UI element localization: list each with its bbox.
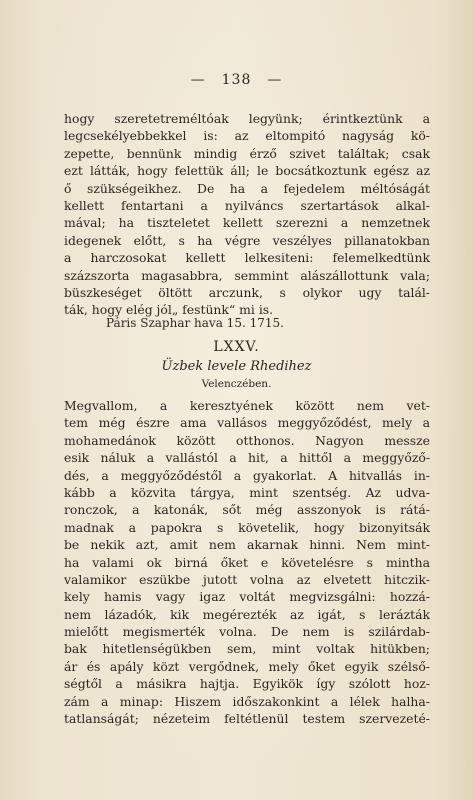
text-line: mával; ha tiszteletet kellett szerezni a nemzetnek	[64, 215, 430, 231]
text-line: tem még észre ama vallásos meggyőződést, mely a	[64, 415, 430, 431]
text-line: kellett fentartani a nyilváncs szertartások alkal-	[64, 197, 430, 213]
text-line: madnak a papokra s követelik, hogy bizonyitsák	[64, 519, 430, 535]
text-line: tatlanságát; nézeteim feltétlenül testem szervezeté-	[64, 711, 430, 727]
letter-place: Velenczében.	[201, 378, 272, 390]
text-line: kely hamis vagy igaz voltát megvizsgálni: hozzá-	[64, 589, 430, 605]
letter-dateline: Páris Szaphar hava 15. 1715.	[106, 316, 284, 330]
text-line: ár és apály közt vergődnek, mely őket egyik szélső-	[64, 658, 430, 674]
text-line: idegenek előtt, s ha végre veszélyes pillanatokban	[64, 232, 430, 248]
text-line: hogy szeretetreméltóak legyünk; érintkeztünk a	[64, 111, 430, 126]
text-line: büszkeséget öltött arczunk, s olykor ugy talál-	[64, 284, 430, 300]
text-line: esik náluk a vallástól a hit, a hittől a meggyőző-	[64, 450, 430, 466]
text-line: kább a közvita tárgya, mint szentség. Az udva-	[64, 484, 430, 500]
text-line: mielőtt megismerték volna. De nem is szilárdab-	[64, 624, 430, 640]
text-line: százszorta magasabbra, semmint alászállottunk vala;	[64, 267, 430, 283]
text-line: legcsekélyebbekkel is: az eltompitó nagyság kö-	[64, 128, 430, 144]
text-line: Megvallom, a keresztyének között nem vet-	[64, 398, 430, 413]
text-line: nem lázadók, kik megérezték az igát, s lerázták	[64, 606, 430, 622]
text-line: be nekik azt, amit nem akarnak hinni. Nem mint-	[64, 537, 430, 553]
text-line: zepette, bennünk mindig érző szivet találtak; csak	[64, 145, 430, 161]
page-number-header	[0, 72, 473, 88]
text-line: dés, a meggyőződéstől a gyakorlat. A hitvallás in-	[64, 467, 430, 483]
letter-title: Üzbek levele Rhedihez	[161, 359, 312, 374]
page-number-dash-left: —	[190, 72, 206, 88]
letter-ending-paragraph	[64, 110, 430, 319]
text-line: ha valami ok birná őket e követelésre s mintha	[64, 554, 430, 570]
page-number-dash-right: —	[267, 72, 283, 88]
text-line: zám a minap: Hiszem időszakonkint a lélek halha-	[64, 693, 430, 709]
text-line: a harczosokat kellett lelkesiteni: felemelkedtünk	[64, 250, 430, 266]
letter-body-paragraph	[64, 397, 430, 727]
text-line: ő szükségeikhez. De ha a fejedelem méltóságát	[64, 180, 430, 196]
text-line: ronczok, a katonák, sőt még asszonyok is rátá-	[64, 502, 430, 518]
text-line: bak hitetlenségükben sem, mint voltak hitükben;	[64, 641, 430, 657]
text-line: ezt látták, hogy felettük áll; le bocsátkoztunk egész az	[64, 163, 430, 179]
letter-number-heading: LXXV.	[213, 339, 260, 355]
text-line: ségtől a másikra hajtja. Egyikök így szólott hoz-	[64, 676, 430, 692]
text-line: mohamedánok között otthonos. Nagyon messze	[64, 432, 430, 448]
text-line: valamikor eszükbe jutott volna az elvetett hitczik-	[64, 571, 430, 587]
text-line: ták, hogy elég jól„ festünk“ mi is.	[64, 302, 274, 318]
page-number: 138	[221, 72, 252, 88]
